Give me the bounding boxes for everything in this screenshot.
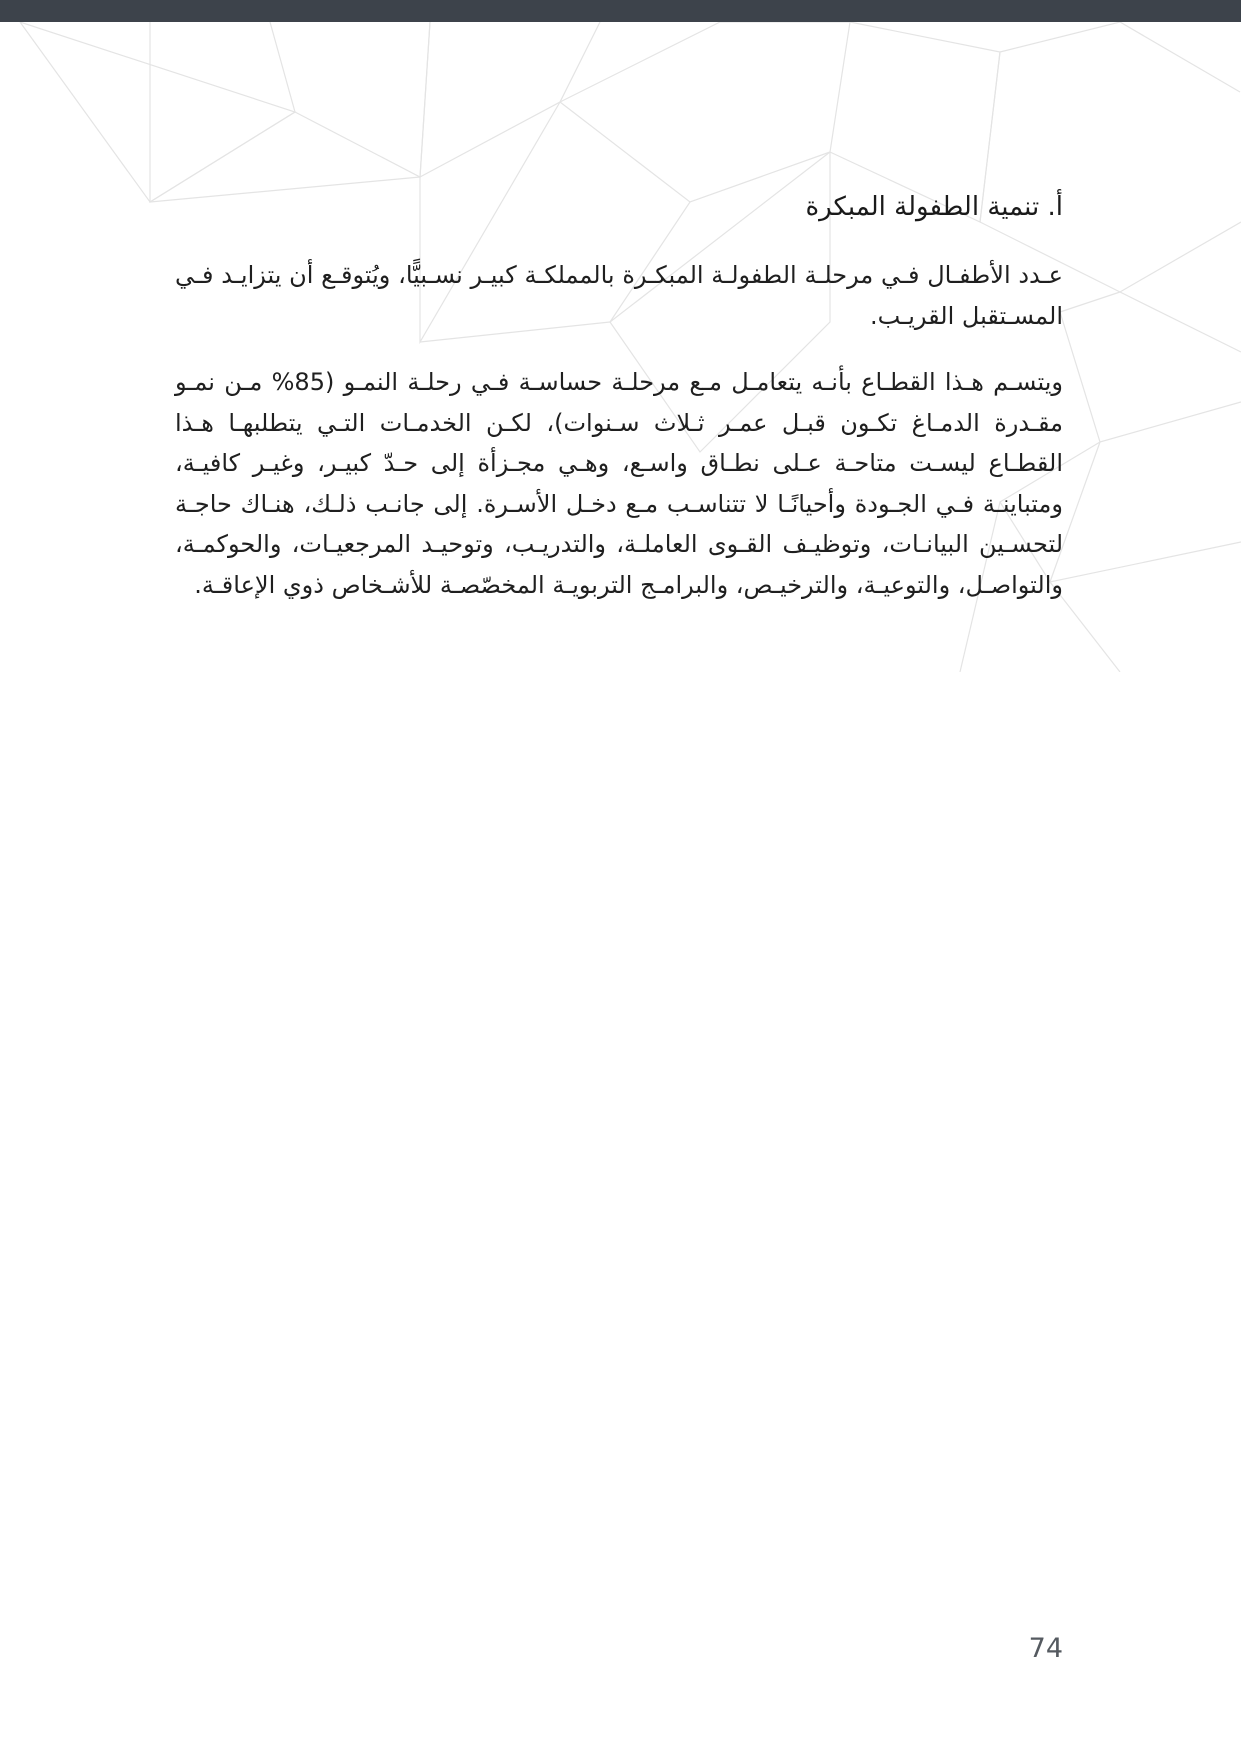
top-bar: [0, 0, 1241, 22]
article-content: [175, 185, 1063, 631]
paragraph-children-count: عـدد الأطفـال فـي مرحلـة الطفولـة المبكـرة بالمملكـة كبيـر نسـبيًّا، ويُتوقـع أن يتزايـد فـي المسـتقبل القريـب.: [175, 261, 1063, 330]
section-title: أ. تنمية الطفولة المبكرة: [805, 192, 1063, 222]
paragraph-sector-challenges: ويتسـم هـذا القطـاع بأنـه يتعامـل مـع مرحلـة حساسـة فـي رحلـة النمـو (85% مـن نمـو مقـدرة الدمـاغ تكـون قبـل عمـر ثـلاث سـنوات)، لكـن الخدمـات التـي يتطلبهـا هـذا القطـاع ليسـت متاحـة عـلى نطـاق واسـع، وهـي مجـزأة إلى حـدّ كبيـر، وغيـر كافيـة، ومتباينـة فـي الجـودة وأحيانًـا لا تتناسـب مـع دخـل الأسـرة. إلى جانـب ذلـك، هنـاك حاجـة لتحسـين البيانـات، وتوظيـف القـوى العاملـة، والتدريـب، وتوحيـد المرجعيـات، والحوكمـة، والتواصـل، والتوعيـة، والترخيـص، والبرامـج التربويـة المخصّصـة للأشـخاص ذوي الإعاقـة.: [175, 368, 1064, 599]
page-number: 74: [1028, 1633, 1063, 1664]
